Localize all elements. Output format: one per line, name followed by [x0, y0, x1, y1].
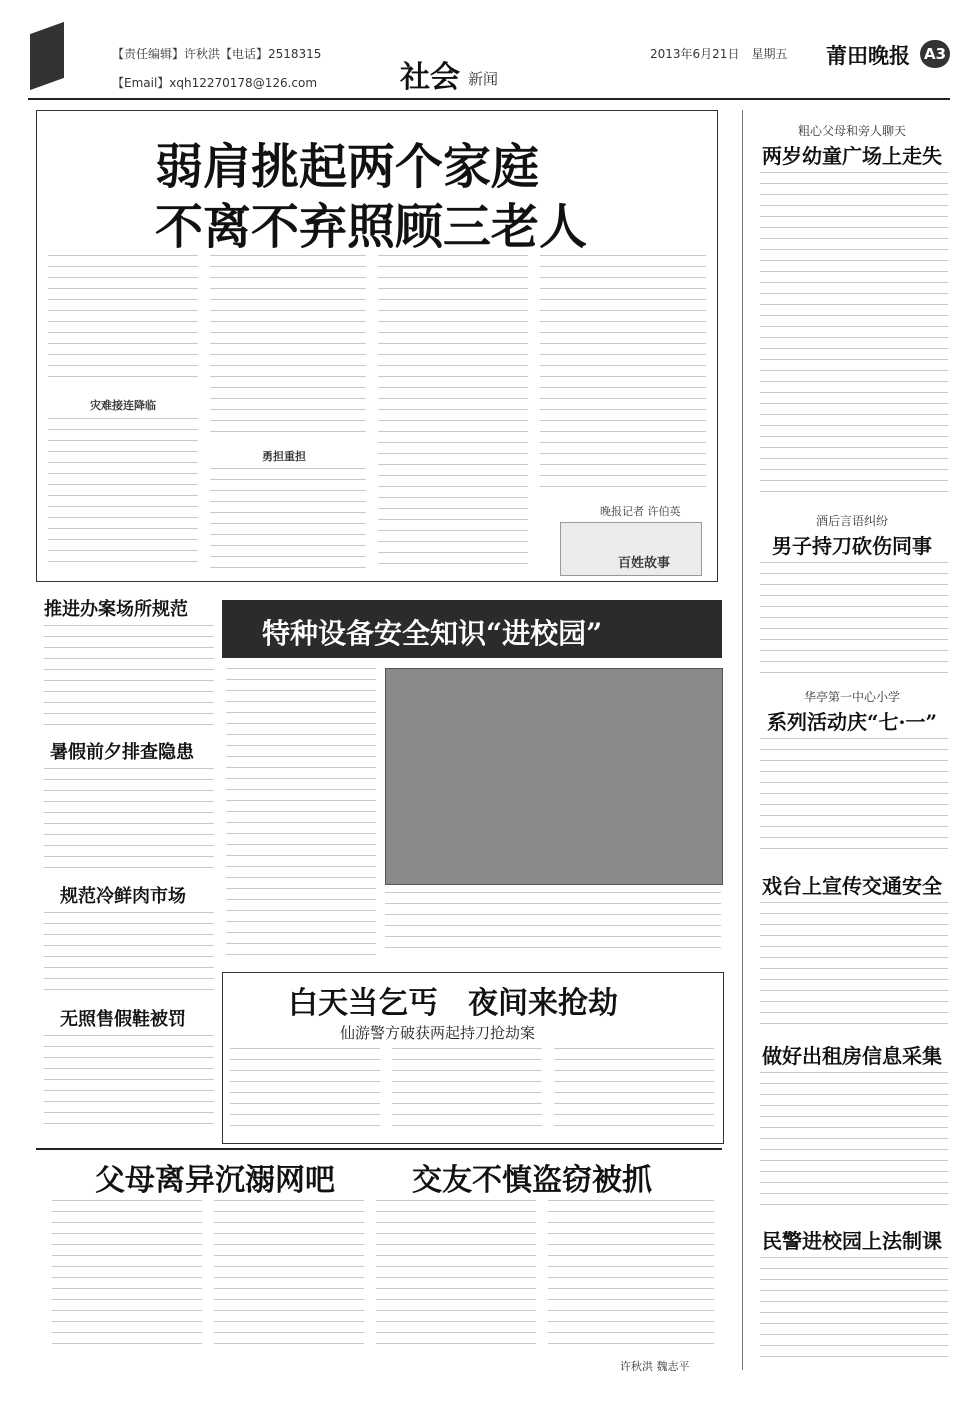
left-body-3 [44, 912, 214, 1000]
lead-title-2: 不离不弃照顾三老人 [155, 199, 588, 255]
left-title-3: 规范冷鲜肉市场 [60, 886, 186, 907]
school-body-2 [385, 892, 721, 958]
lead-col-4 [540, 255, 706, 495]
editor-line: 【责任编辑】许秋洪【电话】2518315 [112, 47, 322, 61]
lead-photo-caption: 百姓故事 [618, 556, 671, 571]
right-body-4 [760, 902, 948, 1024]
right-body-5 [760, 1072, 948, 1207]
right-body-6 [760, 1257, 948, 1367]
rob-col-1 [230, 1048, 380, 1134]
rob-title: 白天当乞丐 夜间来抢劫 [288, 986, 618, 1021]
lead-col-1b [48, 418, 198, 570]
school-photo [385, 668, 723, 885]
right-kicker-3: 华亭第一中心小学 [803, 690, 900, 704]
right-title-2: 男子持刀砍伤同事 [772, 534, 932, 558]
section-title: 社会 [400, 60, 460, 95]
right-kicker-1: 粗心父母和旁人聊天 [797, 124, 906, 138]
bottom-col-4 [548, 1200, 714, 1350]
page-number: A3 [920, 40, 950, 68]
right-title-6: 民警进校园上法制课 [762, 1229, 942, 1253]
right-body-3 [760, 738, 948, 856]
right-divider [742, 110, 743, 1370]
bottom-rule [36, 1148, 722, 1150]
email-line: 【Email】xqh12270178@126.com [112, 76, 318, 90]
lead-col-2 [210, 255, 366, 440]
bottom-col-2 [214, 1200, 364, 1350]
right-title-4: 戏台上宣传交通安全 [762, 874, 942, 898]
left-body-1 [44, 625, 214, 730]
right-body-2 [760, 562, 948, 680]
bottom-byline: 许秋洪 魏志平 [620, 1360, 690, 1373]
lead-col-1 [48, 255, 198, 385]
lead-col-2b [210, 468, 366, 570]
school-title: 特种设备安全知识“进校园” [262, 617, 603, 650]
section-subtitle: 新闻 [468, 70, 499, 88]
rob-subtitle: 仙游警方破获两起持刀抢劫案 [340, 1024, 536, 1042]
side-tab [30, 22, 64, 90]
lead-title-1: 弱肩挑起两个家庭 [155, 139, 540, 195]
rob-col-3 [554, 1048, 714, 1134]
left-body-4 [44, 1035, 214, 1125]
issue-date: 2013年6月21日 星期五 [650, 47, 788, 61]
masthead-rule [28, 98, 950, 100]
right-title-5: 做好出租房信息采集 [762, 1044, 942, 1068]
bottom-col-3 [376, 1200, 536, 1350]
right-body-1 [760, 172, 948, 502]
right-title-3: 系列活动庆“七·一” [767, 710, 937, 734]
rob-col-2 [392, 1048, 542, 1134]
bottom-col-1 [52, 1200, 202, 1350]
left-title-2: 暑假前夕排查隐患 [50, 742, 194, 763]
lead-subhead-a: 灾难接连降临 [90, 399, 156, 412]
left-title-4: 无照售假鞋被罚 [60, 1009, 186, 1030]
bottom-title-a: 父母离异沉溺网吧 [95, 1163, 335, 1198]
paper-name: 莆田晚报 [826, 43, 910, 68]
left-body-2 [44, 768, 214, 873]
lead-subhead-b: 勇担重担 [262, 450, 306, 463]
right-title-1: 两岁幼童广场上走失 [762, 144, 942, 168]
school-body [226, 668, 376, 958]
bottom-title-b: 交友不慎盗窃被抓 [412, 1163, 652, 1198]
right-kicker-2: 酒后言语纠纷 [815, 514, 888, 528]
lead-byline: 晚报记者 许伯英 [600, 505, 681, 518]
left-title-1: 推进办案场所规范 [44, 599, 188, 620]
lead-col-3 [378, 255, 528, 570]
